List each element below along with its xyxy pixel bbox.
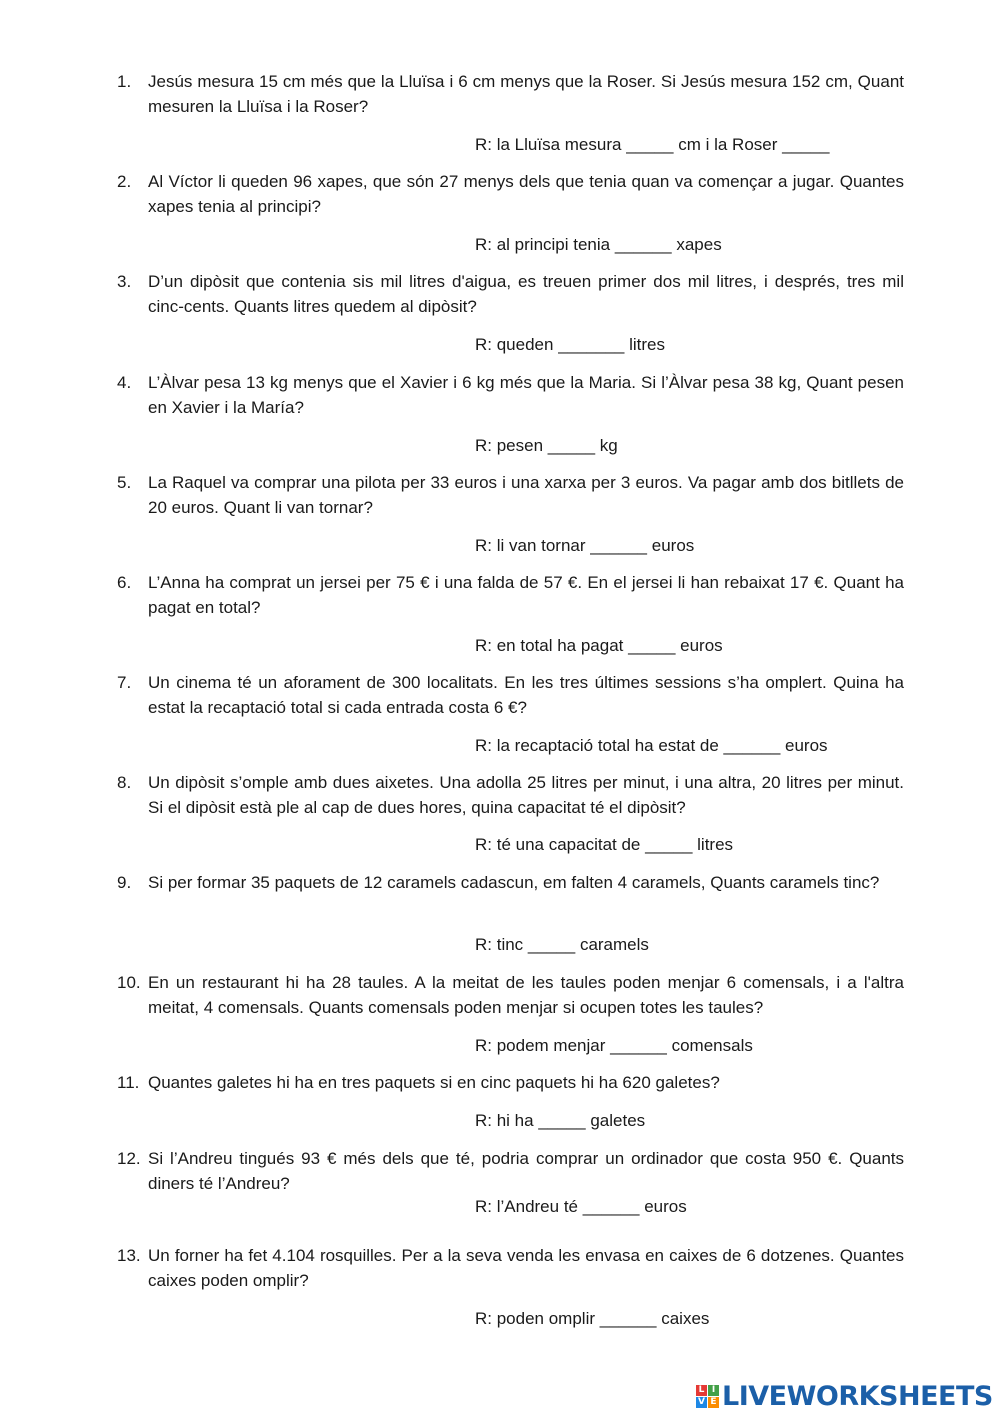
answer-line <box>475 433 618 458</box>
problem-text: En un restaurant hi ha 28 taules. A la meitat de les taules poden menjar 6 comensals, i a l'altra meitat, 4 comensals. Quants comensals poden menjar si ocupen totes les taules? <box>148 973 904 1017</box>
answer-prefix: R: en total ha pagat <box>475 636 624 655</box>
logo-badge-icon <box>696 1385 719 1408</box>
badge-letter: V <box>696 1397 707 1408</box>
answer-prefix: R: queden <box>475 335 554 354</box>
problem-number: 11. <box>117 1073 140 1092</box>
answer-suffix: xapes <box>676 235 722 254</box>
answer-blank[interactable]: _____ <box>628 636 676 655</box>
problem-text: Jesús mesura 15 cm més que la Lluïsa i 6 cm menys que la Roser. Si Jesús mesura 152 cm, Quant mesuren la Lluïsa i la Roser? <box>148 72 904 116</box>
answer-line <box>475 1306 709 1331</box>
answer-line <box>475 332 665 357</box>
problem-text: Al Víctor li queden 96 xapes, que són 27 menys dels que tenia quan va començar a jugar. Quantes xapes tenia al principi? <box>148 172 904 216</box>
answer-suffix: euros <box>651 536 695 555</box>
answer-blank[interactable]: _____ <box>547 436 596 455</box>
answer-prefix: R: podem menjar <box>475 1036 606 1055</box>
problem-number: 9. <box>117 873 132 892</box>
problem-number: 4. <box>117 373 132 392</box>
answer-suffix: litres <box>629 335 666 354</box>
answer-prefix: R: la recaptació total ha estat de <box>475 736 719 755</box>
badge-letter: L <box>696 1385 707 1396</box>
problem-number: 10. <box>117 973 141 992</box>
answer-suffix: euros <box>785 736 828 755</box>
answer-prefix: R: poden omplir <box>475 1309 596 1328</box>
answer-blank[interactable]: _______ <box>558 335 625 354</box>
answer-prefix: R: tinc <box>475 935 524 954</box>
problem-number: 6. <box>117 573 132 592</box>
answer-prefix: R: pesen <box>475 436 544 455</box>
problem-text: Si l’Andreu tingués 93 € més dels que té, podria comprar un ordinador que costa 950 €. Quants diners té l’Andreu? <box>148 1149 904 1193</box>
answer-suffix: caramels <box>579 935 649 954</box>
answer-middle: cm i la Roser <box>678 135 778 154</box>
badge-letter: E <box>708 1397 719 1408</box>
problem-text: Si per formar 35 paquets de 12 caramels cadascun, em falten 4 caramels, Quants caramels tinc? <box>148 873 880 892</box>
problem-text: Un forner ha fet 4.104 rosquilles. Per a la seva venda les envasa en caixes de 6 dotzenes. Quantes caixes poden omplir? <box>148 1246 904 1290</box>
answer-prefix: R: al principi tenia <box>475 235 611 254</box>
problem-number: 2. <box>117 172 132 191</box>
answer-line <box>475 132 829 157</box>
answer-blank[interactable]: _____ <box>527 935 576 954</box>
answer-prefix: R: hi ha <box>475 1111 534 1130</box>
answer-blank[interactable]: ______ <box>723 736 781 755</box>
problem-number: 8. <box>117 773 132 792</box>
problem-number: 5. <box>117 473 132 492</box>
problem-number: 7. <box>117 673 132 692</box>
answer-line <box>475 633 723 658</box>
answer-line <box>475 1108 645 1133</box>
answer-line <box>475 932 649 957</box>
answer-blank[interactable]: _____ <box>538 1111 586 1130</box>
answer-line <box>475 1033 753 1058</box>
logo-text: LIVEWORKSHEETS <box>722 1380 993 1412</box>
problem-number: 3. <box>117 272 132 291</box>
answer-line <box>475 533 694 558</box>
problem-text: Quantes galetes hi ha en tres paquets si en cinc paquets hi ha 620 galetes? <box>148 1073 720 1092</box>
problem-text: Un dipòsit s’omple amb dues aixetes. Una adolla 25 litres per minut, i una altra, 20 litres per minut. Si el dipòsit està ple al cap de dues hores, quina capacitat té el dipòsit? <box>148 773 904 817</box>
answer-suffix: galetes <box>590 1111 646 1130</box>
answer-suffix: comensals <box>671 1036 753 1055</box>
answer-blank[interactable]: _____ <box>626 135 674 154</box>
answer-line <box>475 733 828 758</box>
answer-prefix: R: l’Andreu té <box>475 1197 578 1216</box>
answer-blank-2[interactable]: _____ <box>782 135 830 154</box>
problem-text: D’un dipòsit que contenia sis mil litres d'aigua, es treuen primer dos mil litres, i després, tres mil cinc-cents. Quants litres quedem al dipòsit? <box>148 272 904 316</box>
answer-suffix: euros <box>680 636 723 655</box>
answer-blank[interactable]: ______ <box>610 1036 667 1055</box>
answer-suffix: kg <box>599 436 618 455</box>
answer-prefix: R: la Lluïsa mesura <box>475 135 622 154</box>
answer-blank[interactable]: ______ <box>599 1309 657 1328</box>
problem-text: La Raquel va comprar una pilota per 33 euros i una xarxa per 3 euros. Va pagar amb dos bitllets de 20 euros. Quant li van tornar? <box>148 473 904 517</box>
problem-number: 13. <box>117 1246 141 1265</box>
answer-line <box>475 832 733 857</box>
problem-text: Un cinema té un aforament de 300 localitats. En les tres últimes sessions s’ha omplert. Quina ha estat la recaptació total si cada entrada costa 6 €? <box>148 673 904 717</box>
answer-suffix: euros <box>644 1197 687 1216</box>
problem-text: L’Àlvar pesa 13 kg menys que el Xavier i 6 kg més que la Maria. Si l’Àlvar pesa 38 kg, Quant pesen en Xavier i la María? <box>148 373 904 417</box>
problem-number: 1. <box>117 72 132 91</box>
answer-suffix: caixes <box>661 1309 710 1328</box>
answer-blank[interactable]: ______ <box>590 536 648 555</box>
answer-blank[interactable]: _____ <box>645 835 693 854</box>
answer-prefix: R: té una capacitat de <box>475 835 641 854</box>
answer-blank[interactable]: ______ <box>614 235 672 254</box>
answer-suffix: litres <box>697 835 734 854</box>
badge-letter: I <box>708 1385 719 1396</box>
answer-blank[interactable]: ______ <box>582 1197 640 1216</box>
liveworksheets-logo <box>696 1378 993 1414</box>
answer-prefix: R: li van tornar <box>475 536 586 555</box>
problem-text: L’Anna ha comprat un jersei per 75 € i una falda de 57 €. En el jersei li han rebaixat 17 €. Quant ha pagat en total? <box>148 573 904 617</box>
problem-number: 12. <box>117 1149 141 1168</box>
answer-line <box>475 232 722 257</box>
answer-line <box>475 1194 687 1219</box>
